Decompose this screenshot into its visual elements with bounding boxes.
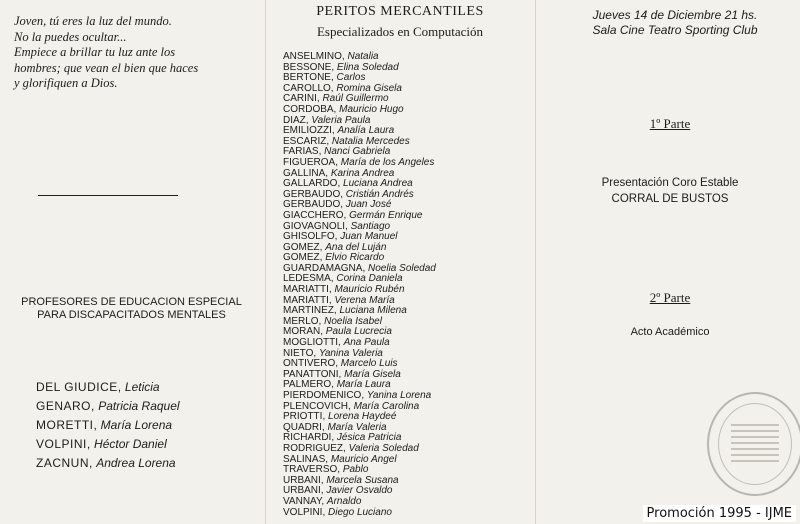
student-last-name: MARIATTI, (283, 294, 332, 306)
student-last-name: GOMEZ, (283, 252, 323, 264)
quote-line: y glorifiquen a Dios. (14, 76, 118, 90)
student-last-name: GERBAUDO, (283, 188, 344, 200)
professor-item (36, 397, 180, 416)
part-two-line: Acto Académico (630, 326, 710, 338)
image-caption: Promoción 1995 - IJME (643, 505, 796, 522)
student-last-name: PLENCOVICH, (283, 400, 351, 412)
student-first-name: Paula Lucrecia (325, 326, 392, 338)
student-first-name: Diego Luciano (328, 506, 392, 518)
student-first-name: Karina Andrea (330, 167, 395, 179)
student-last-name: ESCARIZ, (283, 135, 330, 147)
student-first-name: María Carolina (353, 400, 420, 412)
student-last-name: FARIAS, (283, 146, 322, 158)
student-last-name: QUADRI, (283, 421, 325, 433)
student-last-name: MORAN, (283, 326, 323, 338)
student-first-name: Marcela Susana (326, 474, 399, 486)
student-first-name: Noelia Soledad (368, 262, 436, 274)
quote-line: Joven, tú eres la luz del mundo. (14, 14, 172, 28)
part-one-title: 1º Parte (649, 116, 691, 131)
student-last-name: LEDESMA, (283, 273, 334, 285)
student-last-name: ANSELMINO, (283, 51, 345, 62)
student-last-name: RICHARDI, (283, 432, 335, 444)
professor-item (36, 454, 180, 473)
event-venue: Sala Cine Teatro Sporting Club (592, 23, 758, 37)
signature-rule (38, 195, 178, 196)
event-date: Jueves 14 de Diciembre 21 hs. (592, 8, 758, 22)
professor-last-name: GENARO, (36, 399, 95, 413)
student-last-name: SALINAS, (283, 453, 329, 465)
student-last-name: EMILIOZZI, (283, 125, 335, 137)
professor-first-name: Leticia (124, 380, 160, 394)
student-last-name: MOGLIOTTI, (283, 337, 341, 349)
professors-heading-line: PARA DISCAPACITADOS MENTALES (37, 309, 226, 321)
student-last-name: GIACCHERO, (283, 209, 347, 221)
student-first-name: Ana del Luján (325, 241, 387, 253)
student-first-name: Ana Paula (343, 337, 390, 349)
quote-line: No la puedes ocultar... (14, 29, 127, 44)
professor-first-name: Héctor Daniel (94, 437, 167, 451)
student-first-name: Germán Enrique (349, 209, 423, 221)
student-first-name: Analía Laura (337, 125, 395, 137)
student-last-name: PALMERO, (283, 379, 334, 391)
student-first-name: Elvio Ricardo (325, 252, 385, 264)
part-one-line: CORRAL DE BUSTOS (611, 193, 729, 205)
professor-item (36, 435, 180, 454)
student-first-name: Valeria Soledad (348, 442, 419, 454)
students-list (283, 52, 436, 518)
student-last-name: MERLO, (283, 315, 322, 327)
student-first-name: Santiago (350, 220, 391, 232)
student-first-name: Verena María (334, 294, 395, 306)
student-first-name: Luciana Milena (339, 305, 407, 317)
professor-first-name: Patricia Raquel (98, 399, 180, 413)
student-item (283, 508, 436, 519)
part-one-line: Presentación Coro Estable (601, 177, 739, 189)
student-first-name: Marcelo Luis (340, 358, 398, 370)
professors-list (36, 378, 180, 473)
professor-last-name: DEL GIUDICE, (36, 380, 122, 394)
peritos-subtitle: Especializados en Computación (316, 24, 484, 39)
quote-block (14, 14, 254, 92)
student-first-name: Mauricio Rubén (334, 284, 405, 296)
student-last-name: GIOVAGNOLI, (283, 220, 348, 232)
professor-item (36, 416, 180, 435)
quote-line: hombres; que vean el bien que haces (14, 60, 199, 75)
student-last-name: GERBAUDO, (283, 199, 344, 211)
event-info (560, 8, 790, 38)
student-first-name: Juan José (345, 199, 392, 211)
student-last-name: DIAZ, (283, 114, 309, 126)
student-first-name: Mauricio Hugo (339, 103, 404, 115)
student-first-name: Raúl Guillermo (322, 93, 389, 105)
student-last-name: GHISOLFO, (283, 231, 338, 243)
student-first-name: Romina Gisela (336, 82, 402, 94)
student-first-name: María de los Angeles (340, 156, 435, 168)
student-last-name: FIGUEROA, (283, 156, 339, 168)
student-last-name: CAROLLO, (283, 82, 334, 94)
student-first-name: Yanina Lorena (366, 390, 432, 401)
student-first-name: Juan Manuel (340, 231, 398, 243)
student-first-name: María Laura (336, 379, 391, 391)
student-last-name: GALLARDO, (283, 178, 341, 190)
student-last-name: URBANI, (283, 485, 324, 497)
student-first-name: Valeria Paula (311, 114, 371, 126)
student-first-name: Natalia (347, 51, 379, 62)
student-first-name: Natalia Mercedes (331, 135, 410, 147)
student-last-name: CARINI, (283, 93, 320, 105)
student-first-name: Noelia Isabel (324, 315, 382, 327)
professor-first-name: María Lorena (100, 418, 173, 432)
student-first-name: Luciana Andrea (343, 178, 413, 190)
student-first-name: Nanci Gabriela (324, 146, 391, 158)
student-first-name: Lorena Haydeé (328, 411, 397, 423)
seal-text-lines (731, 424, 779, 466)
student-first-name: Jésica Patricia (336, 432, 402, 444)
part-two-heading (560, 290, 780, 306)
professors-heading-line: PROFESORES DE EDUCACION ESPECIAL (21, 296, 242, 308)
part-two-title: 2º Parte (649, 290, 691, 305)
student-first-name: Yanina Valeria (318, 347, 383, 359)
student-first-name: Carlos (336, 72, 366, 84)
student-last-name: TRAVERSO, (283, 464, 341, 476)
student-last-name: PANATTONI, (283, 368, 342, 380)
student-last-name: CORDOBA, (283, 103, 337, 115)
student-first-name: Cristián Andrés (345, 188, 414, 200)
institution-seal (707, 392, 800, 496)
student-first-name: María Gisela (344, 368, 401, 380)
student-first-name: María Valeria (327, 421, 387, 433)
professor-item (36, 378, 180, 397)
student-last-name: RODRIGUEZ, (283, 442, 346, 454)
student-last-name: MARIATTI, (283, 284, 332, 296)
student-last-name: PRIOTTI, (283, 411, 326, 423)
quote-line: Empiece a brillar tu luz ante los (14, 45, 176, 59)
professor-last-name: VOLPINI, (36, 437, 91, 451)
student-first-name: Javier Osvaldo (326, 485, 393, 497)
student-last-name: GALLINA, (283, 167, 329, 179)
student-last-name: GUARDAMAGNA, (283, 262, 366, 274)
student-first-name: Arnaldo (326, 495, 362, 507)
fold-line-right (535, 0, 536, 524)
fold-line-left (265, 0, 266, 524)
professor-last-name: MORETTI, (36, 418, 98, 432)
student-last-name: NIETO, (283, 347, 317, 359)
student-first-name: Mauricio Angel (330, 453, 397, 465)
student-first-name: Pablo (342, 464, 369, 476)
professors-heading (4, 296, 259, 322)
part-one-heading (560, 116, 780, 132)
student-first-name: Corina Daniela (336, 273, 403, 285)
part-one-details (560, 175, 780, 207)
student-last-name: ONTIVERO, (283, 358, 339, 370)
student-last-name: VOLPINI, (283, 506, 326, 518)
student-first-name: Elina Soledad (336, 61, 399, 73)
student-last-name: VANNAY, (283, 495, 325, 507)
professor-last-name: ZACNUN, (36, 456, 93, 470)
student-last-name: BERTONE, (283, 72, 334, 84)
student-last-name: GOMEZ, (283, 241, 323, 253)
student-last-name: MARTINEZ, (283, 305, 337, 317)
student-last-name: PIERDOMENICO, (283, 390, 365, 401)
student-last-name: URBANI, (283, 474, 324, 486)
peritos-title: PERITOS MERCANTILES (316, 4, 484, 19)
student-last-name: BESSONE, (283, 61, 335, 73)
professor-first-name: Andrea Lorena (96, 456, 176, 470)
